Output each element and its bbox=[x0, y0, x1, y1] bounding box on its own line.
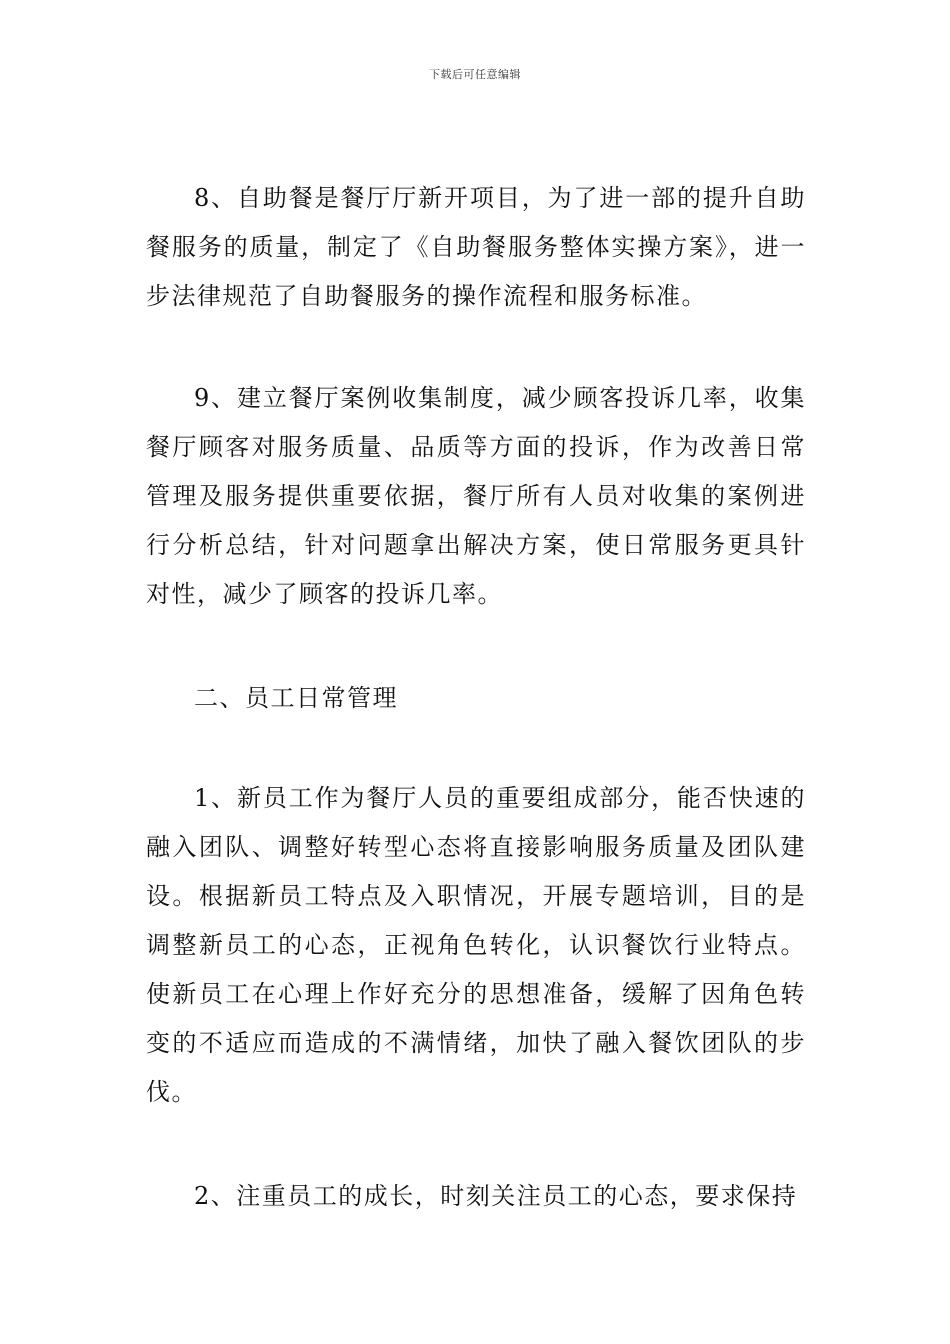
header-note: 下载后可任意编辑 bbox=[429, 68, 521, 81]
paragraph-section-item-2: 2、注重员工的成长，时刻关注员工的心态，要求保持 bbox=[194, 1182, 798, 1210]
section-heading: 二、员工日常管理 bbox=[194, 684, 398, 712]
paragraph-item-9: 9、建立餐厅案例收集制度，减少顾客投诉几率，收集餐厅顾客对服务质量、品质等方面的投诉，作为改善日常管理及服务提供重要依据，餐厅所有人员对收集的案例进行分析总结，针对问题拿出解决方案，使日常服务更具针对性，减少了顾客的投诉几率。 bbox=[146, 384, 806, 608]
paragraph-section-item-1: 1、新员工作为餐厅人员的重要组成部分，能否快速的融入团队、调整好转型心态将直接影响服务质量及团队建设。根据新员工特点及入职情况，开展专题培训，目的是调整新员工的心态，正视角色转化，认识餐饮行业特点。使新员工在心理上作好充分的思想准备，缓解了因角色转变的不适应而造成的不满情绪，加快了融入餐饮团队的步伐。 bbox=[146, 784, 806, 1106]
paragraph-item-8: 8、自助餐是餐厅厅新开项目，为了进一部的提升自助餐服务的质量，制定了《自助餐服务整体实操方案》，进一步法律规范了自助餐服务的操作流程和服务标准。 bbox=[146, 184, 806, 310]
